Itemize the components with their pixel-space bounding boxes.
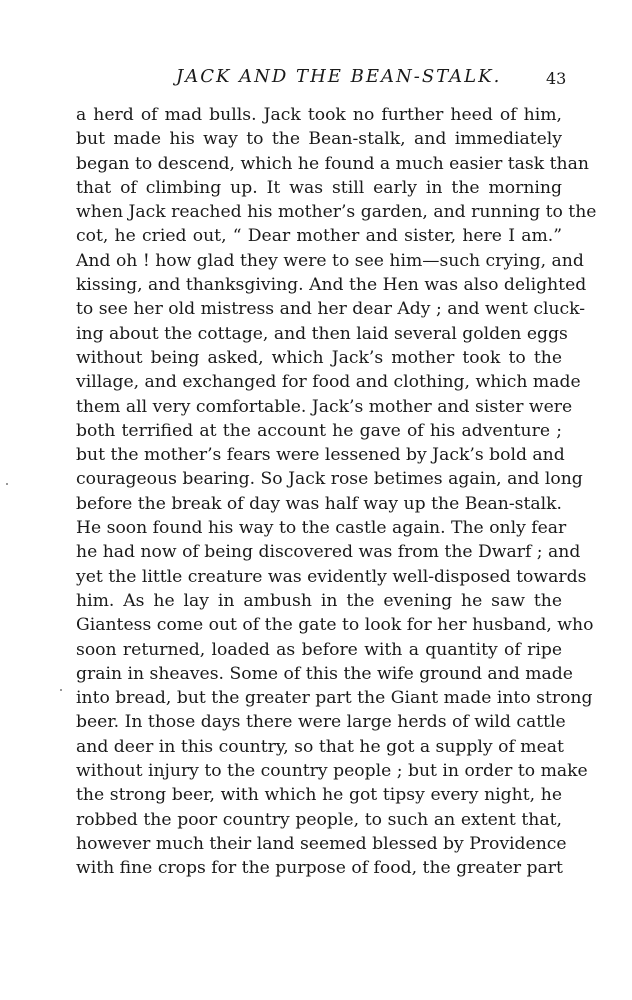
text-line: grain in sheaves. Some of this the wife ground and made (76, 663, 573, 684)
text-line: into bread, but the greater part the Giant made into strong (76, 688, 593, 709)
text-line: without being asked, which Jack’s mother took to the (76, 347, 562, 368)
text-line: began to descend, which he found a much easier task than (76, 153, 589, 174)
text-line: them all very comfortable. Jack’s mother and sister were (76, 396, 573, 417)
margin-speck (6, 483, 8, 485)
body-text (76, 103, 597, 881)
text-line: village, and exchanged for food and clothing, which made (76, 372, 581, 393)
text-line: to see her old mistress and her dear Ady ; and went cluck- (76, 299, 586, 320)
text-line: however much their land seemed blessed by Providence (76, 833, 567, 854)
text-line: before the break of day was half way up the Bean-stalk. (76, 493, 562, 514)
text-line: the strong beer, with which he got tipsy every night, he (76, 785, 562, 806)
text-line: ing about the cottage, and then laid several golden eggs (76, 323, 568, 344)
text-line: but the mother’s fears were lessened by Jack’s bold and (76, 445, 565, 466)
text-line: him. As he lay in ambush in the evening he saw the (76, 590, 562, 611)
margin-speck (60, 689, 62, 691)
text-line: kissing, and thanksgiving. And the Hen was also delighted (76, 275, 587, 296)
text-line: and deer in this country, so that he got a supply of meat (76, 736, 564, 757)
text-line: courageous bearing. So Jack rose betimes again, and long (76, 469, 583, 490)
text-line: yet the little creature was evidently well-disposed towards (76, 566, 587, 587)
text-line: when Jack reached his mother’s garden, and running to the (76, 202, 597, 223)
text-line: he had now of being discovered was from the Dwarf ; and (76, 542, 581, 563)
text-line: cot, he cried out, “ Dear mother and sister, here I am.” (76, 226, 562, 247)
text-line: And oh ! how glad they were to see him—such crying, and (76, 250, 584, 271)
text-line: robbed the poor country people, to such an extent that, (76, 809, 562, 830)
text-line: but made his way to the Bean-stalk, and immediately (76, 129, 562, 150)
text-line: Giantess come out of the gate to look for her husband, who (76, 615, 594, 636)
text-line: without injury to the country people ; but in order to make (76, 761, 588, 782)
text-line: both terrified at the account he gave of his adventure ; (76, 420, 562, 441)
text-line: a herd of mad bulls. Jack took no further heed of him, (76, 105, 562, 125)
running-title: JACK AND THE BEAN-STALK. (176, 66, 502, 87)
text-line: soon returned, loaded as before with a quantity of ripe (76, 639, 562, 660)
page-number: 43 (546, 69, 567, 88)
text-line: He soon found his way to the castle again. The only fear (76, 518, 567, 539)
text-line: that of climbing up. It was still early in the morning (76, 177, 562, 198)
text-line: beer. In those days there were large herds of wild cattle (76, 712, 566, 733)
text-line: with fine crops for the purpose of food, the greater part (76, 858, 563, 879)
